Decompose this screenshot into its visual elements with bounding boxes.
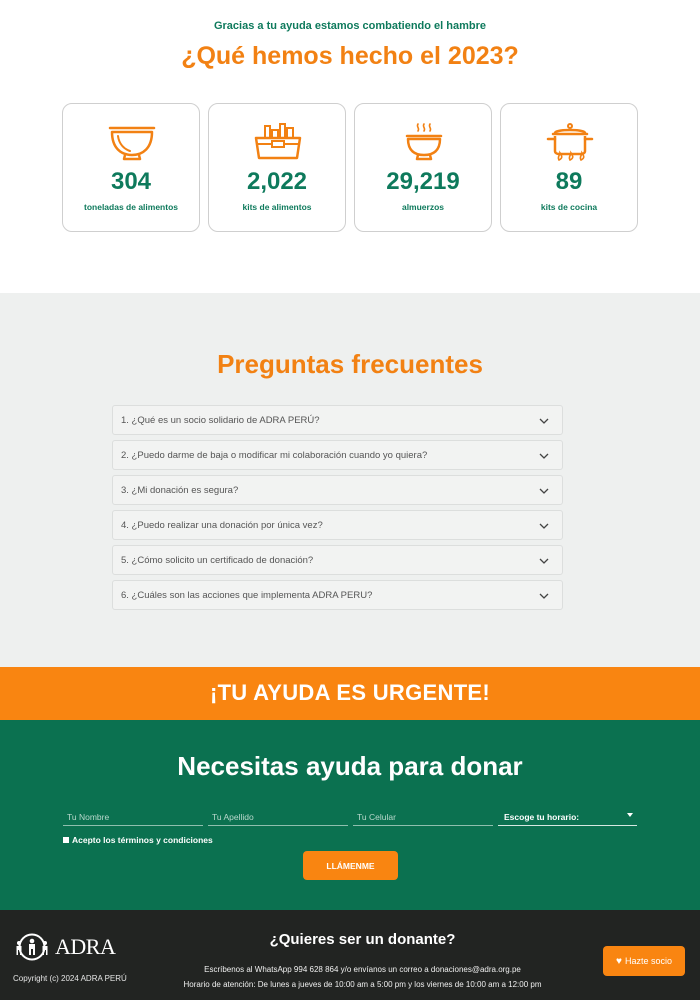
faq-item[interactable] [112,545,563,575]
faq-item[interactable] [112,580,563,610]
stat-label: kits de alimentos [242,202,312,212]
urgent-text: ¡TU AYUDA ES URGENTE! [209,680,491,705]
schedule-select-value: Escoge tu horario: [504,812,580,822]
terms-label: Acepto los términos y condiciones [72,835,213,845]
chevron-down-icon [538,485,550,497]
stats-title: ¿Qué hemos hecho el 2023? [181,42,519,70]
stat-card-kits-alimentos [208,103,346,232]
stat-label: toneladas de alimentos [84,202,178,212]
hours-text: Horario de atención: De lunes a jueves de 10:00 am a 5:00 pm y los viernes de 10:00 am a 12:00 pm [183,980,542,989]
faq-section [0,293,700,667]
faq-title: Preguntas frecuentes [217,349,483,379]
faq-question: 3. ¿Mi donación es segura? [121,485,239,496]
hazte-socio-button[interactable] [603,946,685,976]
heart-icon: ♥ [616,955,622,967]
stat-label: kits de cocina [540,202,598,212]
stat-card-almuerzos [354,103,492,232]
stat-card-toneladas [62,103,200,232]
stat-value: 304 [110,168,152,195]
stats-section [0,0,700,293]
faq-item[interactable] [112,405,563,435]
terms-checkbox[interactable] [63,835,213,845]
urgent-banner [0,667,700,720]
faq-question: 6. ¿Cuáles son las acciones que implementa ADRA PERU? [121,590,373,601]
form-title: Necesitas ayuda para donar [177,751,523,781]
stat-value: 29,219 [386,168,460,195]
hazte-socio-label: Hazte socio [624,956,672,966]
cooking-pot-icon [545,122,595,162]
food-basket-icon [253,122,303,162]
stats-kicker: Gracias a tu ayuda estamos combatiendo el hambre [213,20,487,32]
faq-item[interactable] [112,440,563,470]
schedule-select[interactable] [498,808,637,826]
chevron-down-icon [538,590,550,602]
stat-value: 89 [555,168,583,195]
contact-text: Escríbenos al WhatsApp 994 628 864 y/o envíanos un correo a donaciones@adra.org.pe [204,965,521,974]
stat-card-kits-cocina [500,103,638,232]
faq-item[interactable] [112,510,563,540]
faq-question: 5. ¿Cómo solicito un certificado de donación? [121,555,314,566]
chevron-down-icon [538,450,550,462]
logo-wordmark: ADRA [55,934,116,959]
steaming-bowl-icon [399,122,449,162]
faq-item[interactable] [112,475,563,505]
faq-question: 1. ¿Qué es un socio solidario de ADRA PERÚ? [121,415,320,426]
faq-question: 2. ¿Puedo darme de baja o modificar mi colaboración cuando yo quiera? [121,450,428,461]
checkbox-box[interactable] [63,837,69,843]
chevron-down-icon [538,555,550,567]
faq-question: 4. ¿Puedo realizar una donación por única vez? [121,520,323,531]
name-input[interactable] [63,808,203,826]
donor-title: ¿Quieres ser un donante? [269,931,456,948]
phone-input[interactable] [353,808,493,826]
faq-list [112,405,563,615]
copyright: Copyright (c) 2024 ADRA PERÚ [13,974,127,983]
caret-down-icon [627,813,633,817]
callback-form-section [0,720,700,910]
chevron-down-icon [538,415,550,427]
lastname-input[interactable] [208,808,348,826]
stat-value: 2,022 [246,168,308,195]
chevron-down-icon [538,520,550,532]
stat-label: almuerzos [401,202,445,212]
bowl-icon [107,122,157,162]
call-me-button[interactable]: LLÁMENME [303,851,398,880]
stats-cards [62,103,638,232]
footer [0,910,700,1000]
